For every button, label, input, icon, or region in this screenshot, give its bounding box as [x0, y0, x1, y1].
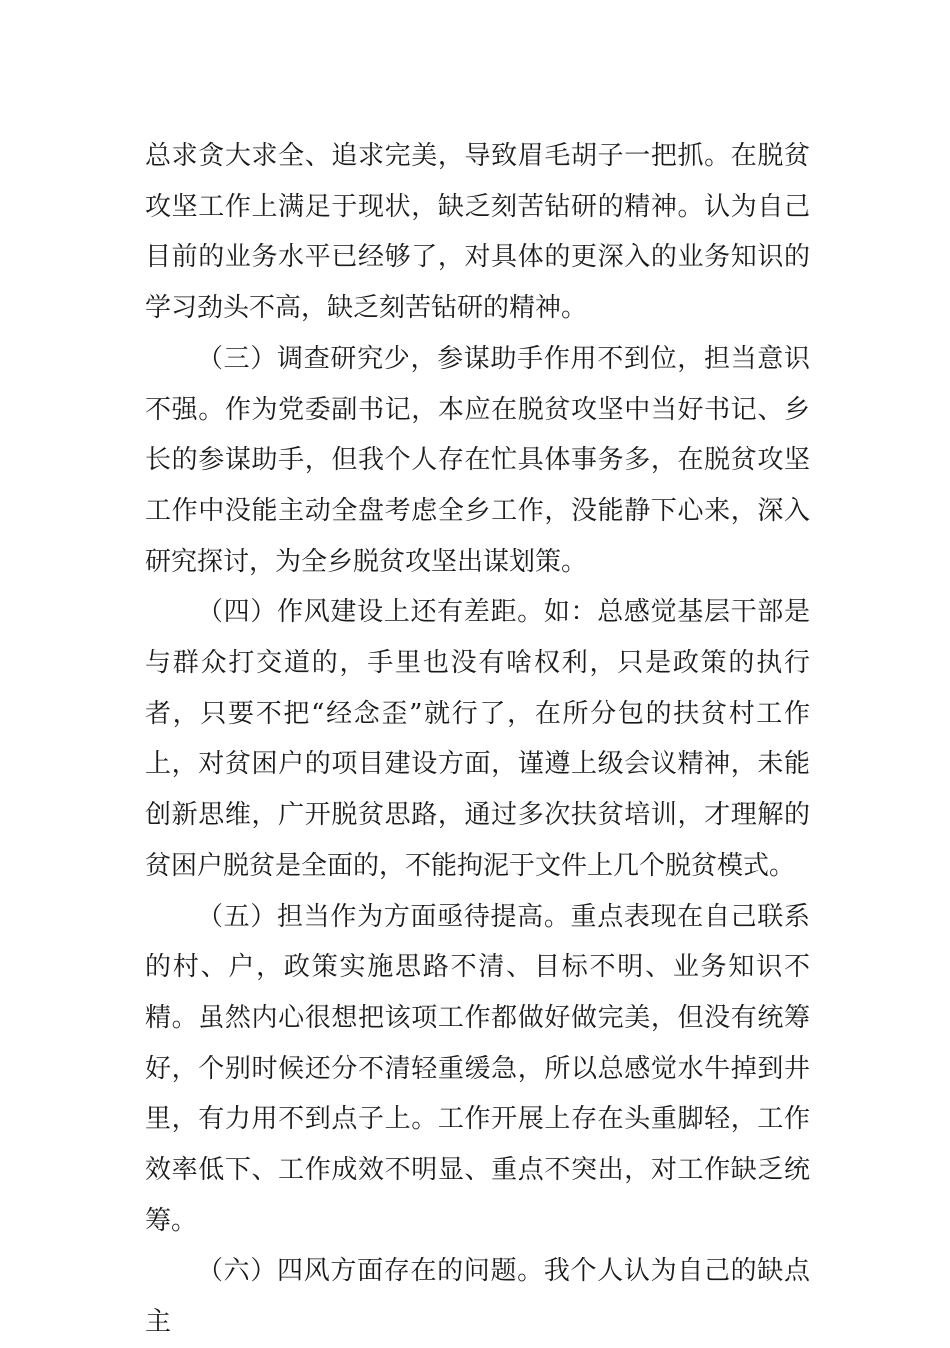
document-body — [145, 131, 810, 1348]
paragraph-continuation: 总求贪大求全、追求完美，导致眉毛胡子一把抓。在脱贫攻坚工作上满足于现状，缺乏刻苦钻研的精神。认为自己目前的业务水平已经够了，对具体的更深入的业务知识的学习劲头不高，缺乏刻苦钻研的精神。 — [145, 141, 810, 324]
paragraph-section-4: （四）作风建设上还有差距。如：总感觉基层干部是与群众打交道的，手里也没有啥权利，只是政策的执行者，只要不把“经念歪”就行了，在所分包的扶贫村工作上，对贫困户的项目建设方面，谨遵上级会议精神，未能创新思维，广开脱贫思路，通过多次扶贫培训，才理解的贫困户脱贫是全面的，不能拘泥于文件上几个脱贫模式。 — [145, 597, 810, 881]
paragraph-section-5: （五）担当作为方面亟待提高。重点表现在自己联系的村、户，政策实施思路不清、目标不明、业务知识不精。虽然内心很想把该项工作都做好做完美，但没有统筹好，个别时候还分不清轻重缓急，所以总感觉水牛掉到井里，有力用不到点子上。工作开展上存在头重脚轻，工作效率低下、工作成效不明显、重点不突出，对工作缺乏统筹。 — [145, 901, 810, 1236]
paragraph-section-3: （三）调查研究少，参谋助手作用不到位，担当意识不强。作为党委副书记，本应在脱贫攻坚中当好书记、乡长的参谋助手，但我个人存在忙具体事务多，在脱贫攻坚工作中没能主动全盘考虑全乡工作，没能静下心来，深入研究探讨，为全乡脱贫攻坚出谋划策。 — [145, 343, 810, 577]
paragraph-section-6: （六）四风方面存在的问题。我个人认为自己的缺点主 — [145, 1256, 810, 1338]
